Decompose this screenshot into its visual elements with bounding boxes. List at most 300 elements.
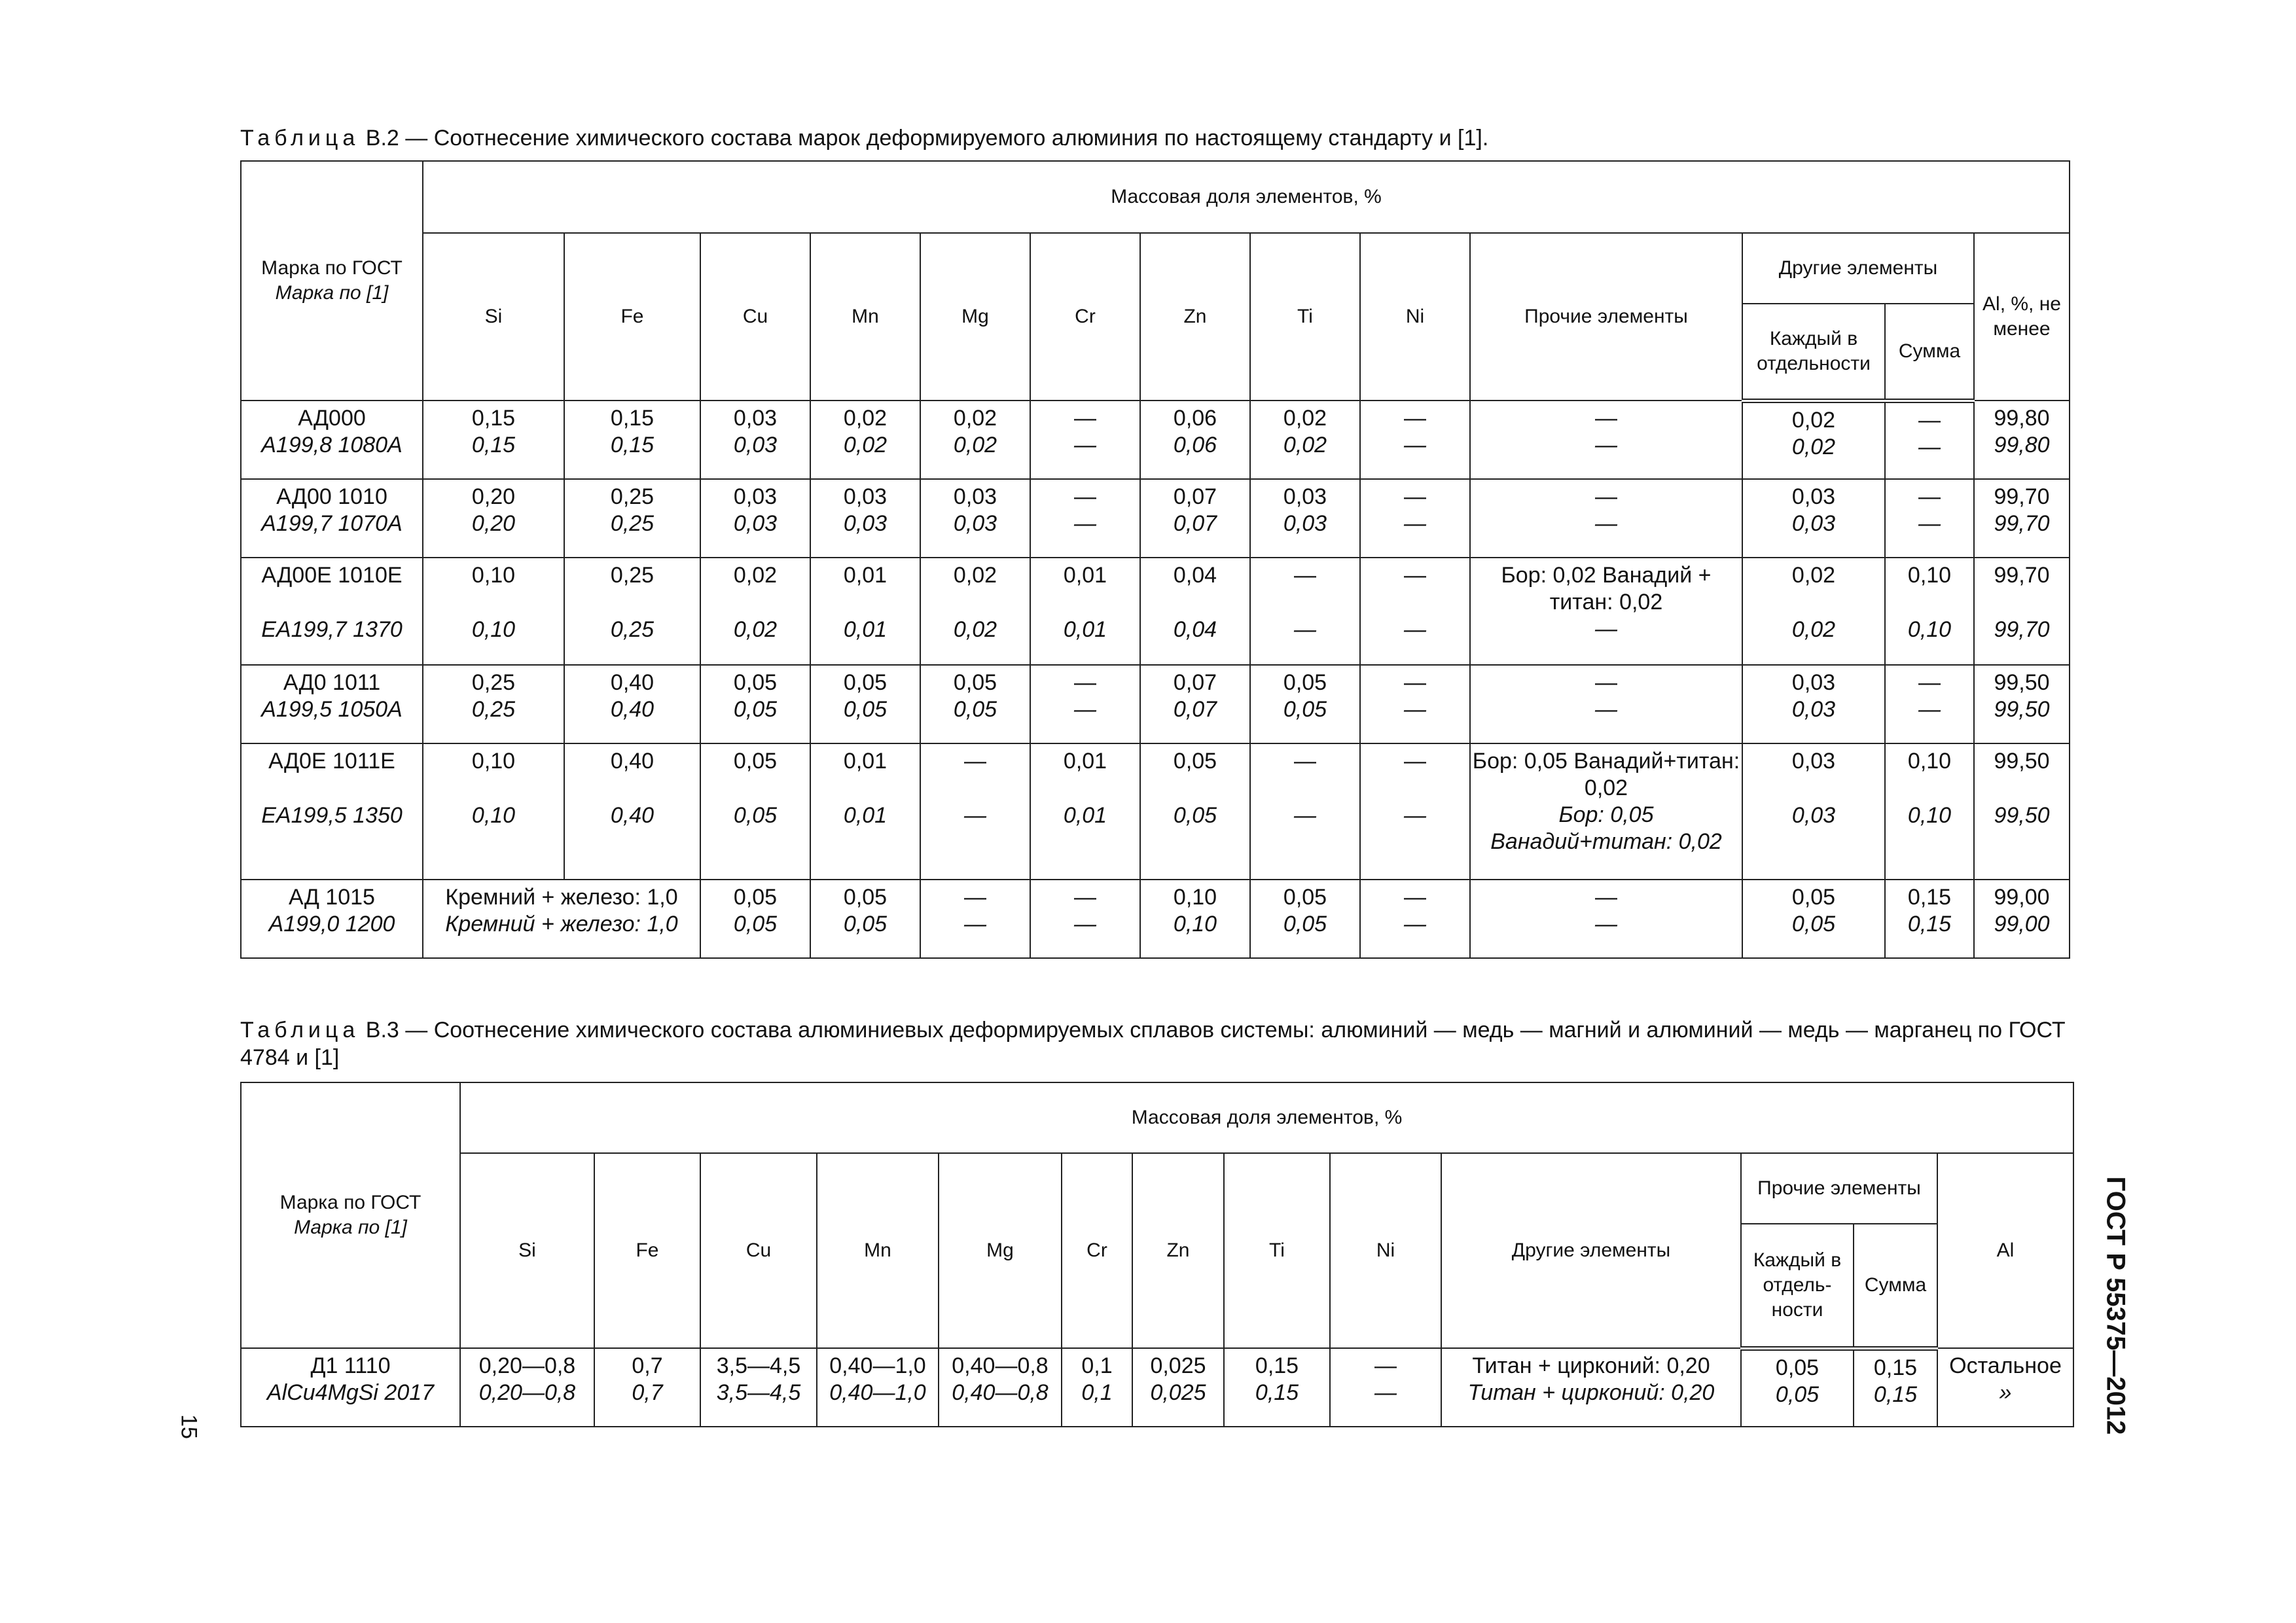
value-cell <box>1062 1348 1132 1427</box>
cell-value-ref: — <box>1404 511 1426 536</box>
cell-value-gost: 0,10 <box>1173 885 1217 910</box>
cell-value-ref: AlCu4MgSi 2017 <box>266 1380 435 1405</box>
value-cell <box>1885 479 1974 558</box>
document-title-vertical: ГОСТ Р 55375—2012 <box>2101 1176 2130 1435</box>
cell-value-gost: 0,05 <box>843 670 888 695</box>
value-cell <box>1140 743 1250 880</box>
el-zn: Zn <box>1140 233 1250 401</box>
cell-value-gost: 0,10 <box>1907 563 1952 588</box>
value-cell <box>700 401 810 479</box>
cell-value-ref: 0,01 <box>843 617 888 642</box>
cell-value-gost: 0,05 <box>1173 749 1217 774</box>
value-cell <box>1140 665 1250 743</box>
cell-value-ref: — <box>1918 511 1941 536</box>
cell-value-gost: — <box>1404 484 1426 509</box>
value-cell <box>1974 558 2070 665</box>
value-cell <box>810 401 920 479</box>
value-cell <box>920 880 1030 958</box>
value-cell <box>423 558 564 665</box>
cell-value-gost: — <box>1074 670 1096 695</box>
cell-value-ref: — <box>1294 803 1316 828</box>
value-cell <box>1250 558 1360 665</box>
t3-el-zn: Zn <box>1132 1153 1224 1348</box>
cell-value-ref: Бор: 0,05 Ванадий+титан: 0,02 <box>1490 802 1722 854</box>
cell-value-gost: 0,25 <box>610 563 655 588</box>
cell-value-ref: 99,00 <box>1994 912 2050 936</box>
grade-header: Марка по ГОСТ Марка по [1] <box>241 161 423 401</box>
cell-value-gost: 99,70 <box>1994 563 2050 588</box>
cell-value-ref: 99,70 <box>1994 511 2050 536</box>
cell-value-gost: 0,15 <box>1255 1353 1299 1378</box>
value-cell <box>1470 401 1742 479</box>
cell-value-ref: — <box>1374 1380 1397 1405</box>
other-elements-header: Другие элементы <box>1742 233 1974 304</box>
cell-value-gost: 0,02 <box>1791 563 1836 588</box>
value-cell <box>1742 401 1885 479</box>
value-cell <box>1030 401 1140 479</box>
cell-value-gost: 0,10 <box>1907 749 1952 774</box>
value-cell <box>1470 479 1742 558</box>
cell-value-gost: 0,15 <box>610 406 655 431</box>
cell-value-ref: 0,02 <box>1791 434 1836 459</box>
cell-value-gost: АД000 <box>298 406 366 431</box>
cell-value-gost: — <box>1404 749 1426 774</box>
cell-value-gost: АД00Е 1010Е <box>261 563 403 588</box>
si-fe-combined-cell <box>423 880 700 958</box>
cell-value-ref: — <box>1074 697 1096 722</box>
cell-value-gost: 0,25 <box>471 670 516 695</box>
value-cell <box>700 1348 817 1427</box>
grade-cell <box>241 743 423 880</box>
cell-value-ref: 0,07 <box>1173 511 1217 536</box>
cell-value-gost: 0,25 <box>610 484 655 509</box>
cell-value-gost: 0,02 <box>953 563 997 588</box>
cell-value-ref: 0,1 <box>1081 1380 1113 1405</box>
value-cell <box>700 479 810 558</box>
cell-value-gost: 0,05 <box>1283 670 1327 695</box>
cell-value-gost: 0,05 <box>953 670 997 695</box>
cell-value-ref: 0,07 <box>1173 697 1217 722</box>
cell-value-gost: АД0Е 1011Е <box>268 749 395 774</box>
cell-value-gost: 0,20 <box>471 484 516 509</box>
cell-value-gost: 0,07 <box>1173 484 1217 509</box>
cell-value-ref: — <box>1074 511 1096 536</box>
value-cell <box>1360 558 1470 665</box>
misc-elements-header: Прочие элементы <box>1470 233 1742 401</box>
cell-value-gost: Бор: 0,05 Ванадий+титан: 0,02 <box>1472 749 1740 800</box>
cell-value-ref: 0,03 <box>953 511 997 536</box>
t3-grade-header: Марка по ГОСТ Марка по [1] <box>241 1082 460 1348</box>
cell-value-ref: — <box>1074 912 1096 936</box>
cell-value-gost: 0,04 <box>1173 563 1217 588</box>
cell-value-ref: 0,03 <box>1791 511 1836 536</box>
el-cu: Cu <box>700 233 810 401</box>
each-header: Каждый в отдельности <box>1742 304 1885 401</box>
value-cell <box>1030 743 1140 880</box>
value-cell <box>564 665 700 743</box>
value-cell <box>1470 743 1742 880</box>
cell-value-gost: 0,05 <box>733 670 778 695</box>
value-cell <box>1030 558 1140 665</box>
cell-value-ref: 0,025 <box>1150 1380 1206 1405</box>
t3-sum-header: Сумма <box>1854 1224 1937 1348</box>
value-cell <box>564 558 700 665</box>
al-header: Al, %, не менее <box>1974 233 2070 401</box>
value-cell <box>1470 665 1742 743</box>
cell-value-gost: 0,07 <box>1173 670 1217 695</box>
cell-value-ref: 0,02 <box>953 433 997 457</box>
cell-value-gost: 0,01 <box>1063 749 1107 774</box>
grade-cell <box>241 880 423 958</box>
cell-value-ref: — <box>964 912 986 936</box>
cell-value-ref: 0,03 <box>843 511 888 536</box>
t3-al-header: Al <box>1937 1153 2073 1348</box>
cell-value-gost: 0,15 <box>1907 885 1952 910</box>
value-cell <box>1250 401 1360 479</box>
value-cell <box>1974 401 2070 479</box>
cell-value-gost: — <box>1595 670 1617 695</box>
el-ti: Ti <box>1250 233 1360 401</box>
cell-value-ref: 0,03 <box>733 511 778 536</box>
table-row <box>241 743 2070 880</box>
cell-value-gost: 99,80 <box>1994 406 2050 431</box>
table-row <box>241 401 2070 479</box>
table-row <box>241 665 2070 743</box>
cell-value-gost: 0,03 <box>733 406 778 431</box>
cell-value-ref: — <box>1918 434 1941 459</box>
cell-value-gost: — <box>1074 484 1096 509</box>
cell-value-ref: Титан + цирконий: 0,20 <box>1467 1380 1715 1405</box>
cell-value-ref: 0,10 <box>1907 803 1952 828</box>
cell-value-gost: Остальное <box>1949 1353 2062 1378</box>
value-cell <box>1974 665 2070 743</box>
value-cell <box>1937 1348 2073 1427</box>
cell-value-gost: 0,10 <box>471 563 516 588</box>
cell-value-gost: 0,01 <box>843 749 888 774</box>
value-cell <box>1854 1348 1937 1427</box>
cell-value-ref: — <box>964 803 986 828</box>
value-cell <box>1360 401 1470 479</box>
cell-value-ref: 0,20—0,8 <box>478 1380 576 1405</box>
t3-el-mn: Mn <box>817 1153 939 1348</box>
cell-value-gost: 0,02 <box>733 563 778 588</box>
table-row <box>241 479 2070 558</box>
t3-el-fe: Fe <box>594 1153 700 1348</box>
cell-value-ref: — <box>1595 511 1617 536</box>
t3-el-si: Si <box>460 1153 594 1348</box>
t3-el-cu: Cu <box>700 1153 817 1348</box>
cell-value-ref: 0,05 <box>1791 912 1836 936</box>
cell-value-ref: 0,03 <box>733 433 778 457</box>
value-cell <box>1974 880 2070 958</box>
value-cell <box>700 558 810 665</box>
value-cell <box>1030 665 1140 743</box>
el-mg: Mg <box>920 233 1030 401</box>
value-cell <box>1224 1348 1330 1427</box>
cell-value-gost: — <box>1404 885 1426 910</box>
cell-value-ref: 0,03 <box>1283 511 1327 536</box>
cell-value-ref: — <box>1074 433 1096 457</box>
cell-value-ref: 0,05 <box>1283 912 1327 936</box>
cell-value-ref: 0,15 <box>1907 912 1952 936</box>
t3-each-header: Каждый в отдель-ности <box>1741 1224 1854 1348</box>
grade-cell <box>241 558 423 665</box>
cell-value-ref: 0,40 <box>610 803 655 828</box>
cell-value-gost: 0,03 <box>1791 670 1836 695</box>
cell-value-gost: 0,01 <box>843 563 888 588</box>
cell-value-ref: 0,15 <box>1873 1382 1918 1407</box>
cell-value-ref: A199,7 1070A <box>261 511 403 536</box>
cell-value-gost: — <box>1595 406 1617 431</box>
value-cell <box>1885 880 1974 958</box>
cell-value-ref: 99,50 <box>1994 697 2050 722</box>
cell-value-ref: 0,04 <box>1173 617 1217 642</box>
value-cell <box>920 743 1030 880</box>
el-ni: Ni <box>1360 233 1470 401</box>
cell-value-gost: — <box>1404 670 1426 695</box>
cell-value-ref: 0,25 <box>610 511 655 536</box>
cell-value-gost: 0,10 <box>471 749 516 774</box>
value-cell <box>423 401 564 479</box>
cell-value-gost: Д1 1110 <box>310 1353 391 1378</box>
table-row <box>241 558 2070 665</box>
cell-value-ref: 0,40—1,0 <box>829 1380 926 1405</box>
value-cell <box>564 743 700 880</box>
cell-value-gost: 0,03 <box>1283 484 1327 509</box>
cell-value-gost: 0,02 <box>953 406 997 431</box>
cell-value-ref: 0,10 <box>471 617 516 642</box>
cell-value-ref: 0,01 <box>1063 617 1107 642</box>
value-cell <box>810 479 920 558</box>
value-cell <box>564 479 700 558</box>
cell-value-gost: 0,1 <box>1081 1353 1113 1378</box>
value-cell <box>810 880 920 958</box>
cell-value-ref: 0,25 <box>471 697 516 722</box>
cell-value-ref: 0,05 <box>733 803 778 828</box>
cell-value-ref: — <box>1595 616 1617 641</box>
cell-value-ref: — <box>1404 803 1426 828</box>
cell-value-ref: 0,10 <box>471 803 516 828</box>
value-cell <box>1742 558 1885 665</box>
el-mn: Mn <box>810 233 920 401</box>
value-cell <box>1974 479 2070 558</box>
t3-el-mg: Mg <box>939 1153 1062 1348</box>
cell-value-ref: A199,5 1050A <box>261 697 403 722</box>
t3-el-cr: Cr <box>1062 1153 1132 1348</box>
value-cell <box>1030 880 1140 958</box>
cell-value-ref: — <box>1294 617 1316 642</box>
cell-value-gost: — <box>1294 563 1316 588</box>
cell-value-ref: 0,15 <box>1255 1380 1299 1405</box>
cell-value-gost: — <box>964 885 986 910</box>
value-cell <box>920 665 1030 743</box>
value-cell <box>1250 743 1360 880</box>
cell-value-gost: 0,03 <box>1791 749 1836 774</box>
t3-other-elements-header: Другие элементы <box>1441 1153 1741 1348</box>
value-cell <box>1250 665 1360 743</box>
cell-value-gost: 99,00 <box>1994 885 2050 910</box>
value-cell <box>817 1348 939 1427</box>
table3 <box>240 1082 2074 1427</box>
cell-value-gost: 0,05 <box>1283 885 1327 910</box>
value-cell <box>1360 479 1470 558</box>
cell-value-gost: 3,5—4,5 <box>716 1353 801 1378</box>
cell-value-ref: — <box>1404 912 1426 936</box>
grade-cell <box>241 1348 460 1427</box>
value-cell <box>1250 479 1360 558</box>
value-cell <box>1742 479 1885 558</box>
cell-value-gost: 0,06 <box>1173 406 1217 431</box>
cell-value-ref: 0,05 <box>953 697 997 722</box>
cell-value-ref: 0,7 <box>632 1380 663 1405</box>
cell-value-ref: 0,02 <box>843 433 888 457</box>
cell-value-gost: 0,02 <box>1283 406 1327 431</box>
cell-value-ref: — <box>1595 433 1617 457</box>
cell-value-gost: 0,025 <box>1150 1353 1206 1378</box>
cell-value-gost: 0,05 <box>1775 1355 1820 1380</box>
cell-value-gost: Титан + цирконий: 0,20 <box>1472 1353 1710 1378</box>
cell-value-ref: 0,02 <box>1283 433 1327 457</box>
cell-value-gost: 0,05 <box>1791 885 1836 910</box>
grade-cell <box>241 665 423 743</box>
cell-value-gost: — <box>1918 484 1941 509</box>
value-cell <box>1140 558 1250 665</box>
cell-value-ref: 0,05 <box>1173 803 1217 828</box>
cell-value-ref: — <box>1595 697 1617 722</box>
el-fe: Fe <box>564 233 700 401</box>
cell-value-ref: 0,40 <box>610 697 655 722</box>
cell-value-ref: 0,02 <box>1791 617 1836 642</box>
cell-value-ref: 0,40—0,8 <box>952 1380 1049 1405</box>
cell-value-gost: — <box>1595 484 1617 509</box>
value-cell <box>920 558 1030 665</box>
value-cell <box>1250 880 1360 958</box>
value-cell <box>700 743 810 880</box>
value-cell <box>1360 880 1470 958</box>
cell-value-ref: 0,06 <box>1173 433 1217 457</box>
cell-value-ref: 0,03 <box>1791 803 1836 828</box>
value-cell <box>1885 665 1974 743</box>
value-cell <box>1470 558 1742 665</box>
value-cell <box>423 479 564 558</box>
cell-value-gost: — <box>1374 1353 1397 1378</box>
cell-value-ref: 0,10 <box>1907 617 1952 642</box>
cell-value-gost: 0,02 <box>1791 407 1836 433</box>
value-cell <box>1140 880 1250 958</box>
cell-value-ref: 0,02 <box>733 617 778 642</box>
cell-value-gost: АД0 1011 <box>283 670 381 695</box>
cell-value-gost: 0,02 <box>843 406 888 431</box>
table2-caption: Таблица В.2 — Соотнесение химического состава марок деформируемого алюминия по настоящему стандарту и [1]. <box>240 126 1489 151</box>
cell-value-ref: 99,80 <box>1994 433 2050 457</box>
cell-value-gost: АД00 1010 <box>276 484 387 509</box>
value-cell <box>1360 665 1470 743</box>
cell-value-ref: 99,50 <box>1994 803 2050 828</box>
cell-value-ref: — <box>1404 433 1426 457</box>
cell-value-gost: — <box>1918 670 1941 695</box>
cell-value-gost: — <box>1918 407 1941 433</box>
value-cell <box>920 479 1030 558</box>
cell-value-ref: 0,02 <box>953 617 997 642</box>
cell-value-ref: 0,05 <box>733 912 778 936</box>
cell-value-ref: 0,05 <box>843 697 888 722</box>
cell-value-ref: 0,10 <box>1173 912 1217 936</box>
value-cell <box>1140 479 1250 558</box>
cell-value-gost: 0,40 <box>610 749 655 774</box>
table2 <box>240 160 2070 959</box>
table-row <box>241 1348 2073 1427</box>
value-cell <box>460 1348 594 1427</box>
sum-header: Сумма <box>1885 304 1974 401</box>
cell-value-gost: 0,20—0,8 <box>478 1353 576 1378</box>
cell-value-gost: 0,40—1,0 <box>829 1353 926 1378</box>
cell-value-ref: — <box>1918 697 1941 722</box>
cell-value-ref: 0,05 <box>1283 697 1327 722</box>
cell-value-ref: A199,0 1200 <box>268 912 395 936</box>
cell-value-ref: 0,05 <box>843 912 888 936</box>
cell-value-ref: — <box>1404 617 1426 642</box>
t3-el-ti: Ti <box>1224 1153 1330 1348</box>
cell-value-gost: 0,03 <box>1791 484 1836 509</box>
value-cell <box>1885 743 1974 880</box>
value-cell <box>1885 558 1974 665</box>
value-cell <box>810 558 920 665</box>
value-cell <box>1741 1348 1854 1427</box>
t3-misc-elements-header: Прочие элементы <box>1741 1153 1937 1224</box>
cell-value-gost: 0,7 <box>632 1353 663 1378</box>
cell-value-ref: 0,15 <box>610 433 655 457</box>
page-number: 15 <box>176 1414 202 1439</box>
cell-value-gost: — <box>1595 885 1617 910</box>
mass-fraction-header: Массовая доля элементов, % <box>423 161 2070 233</box>
cell-value-gost: 0,01 <box>1063 563 1107 588</box>
cell-value-gost: 99,50 <box>1994 749 2050 774</box>
cell-value-ref: Кремний + железо: 1,0 <box>445 912 678 936</box>
value-cell <box>423 665 564 743</box>
cell-value-ref: EA199,7 1370 <box>261 617 403 642</box>
cell-value-gost: Кремний + железо: 1,0 <box>445 885 678 910</box>
value-cell <box>1885 401 1974 479</box>
value-cell <box>810 743 920 880</box>
value-cell <box>564 401 700 479</box>
cell-value-ref: — <box>1595 912 1617 936</box>
cell-value-gost: 99,70 <box>1994 484 2050 509</box>
cell-value-gost: — <box>1404 563 1426 588</box>
cell-value-gost: — <box>1074 406 1096 431</box>
value-cell <box>1441 1348 1741 1427</box>
cell-value-ref: A199,8 1080A <box>261 433 403 457</box>
cell-value-gost: 99,50 <box>1994 670 2050 695</box>
cell-value-gost: 0,05 <box>733 885 778 910</box>
cell-value-gost: — <box>964 749 986 774</box>
t3-mass-fraction-header: Массовая доля элементов, % <box>460 1082 2073 1153</box>
cell-value-gost: АД 1015 <box>289 885 375 910</box>
cell-value-ref: 0,20 <box>471 511 516 536</box>
t3-el-ni: Ni <box>1330 1153 1441 1348</box>
value-cell <box>423 743 564 880</box>
value-cell <box>1140 401 1250 479</box>
table-row <box>241 880 2070 958</box>
cell-value-ref: 0,15 <box>471 433 516 457</box>
value-cell <box>810 665 920 743</box>
grade-cell <box>241 479 423 558</box>
cell-value-gost: 0,40 <box>610 670 655 695</box>
value-cell <box>939 1348 1062 1427</box>
value-cell <box>1974 743 2070 880</box>
el-si: Si <box>423 233 564 401</box>
cell-value-gost: 0,15 <box>471 406 516 431</box>
value-cell <box>1330 1348 1441 1427</box>
